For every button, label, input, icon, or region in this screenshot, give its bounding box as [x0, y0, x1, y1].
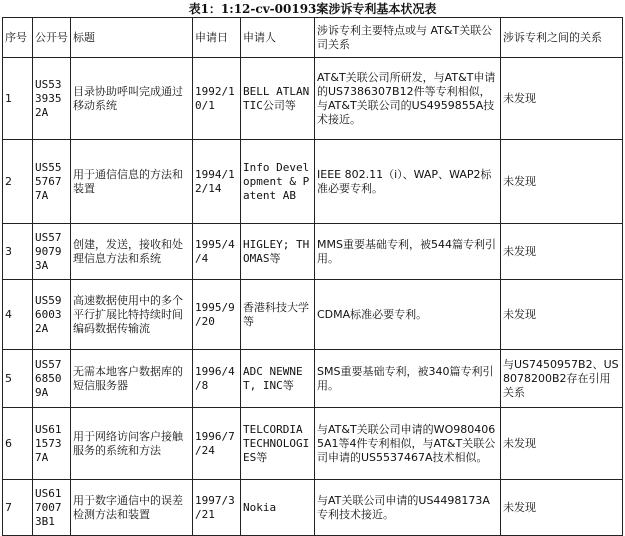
application-date-line: /20 [195, 314, 215, 328]
feature-cell: 与AT&T关联公司申请的WO9804065A1等4件专利相似，与AT&T关联公司申请的US5537467A技术相似。 [315, 408, 501, 480]
title-cell: 用于数字通信中的误差检测方法和装置 [71, 480, 193, 536]
application-date-line: 2/14 [195, 181, 222, 195]
application-date-cell [193, 480, 241, 536]
table-header-row [3, 18, 623, 58]
publication-number-cell [33, 480, 71, 536]
publication-number-line: US59 [35, 293, 62, 307]
publication-number-line: US53 [35, 77, 62, 91]
applicant-cell: Nokia [241, 480, 315, 536]
header-cell: 涉诉专利主要特点或与 AT&T关联公司关系 [315, 18, 501, 58]
title-cell: 创建，发送，接收和处理信息方法和系统 [71, 224, 193, 280]
application-date-cell [193, 408, 241, 480]
relation-cell: 与US7450957B2、US8078200B2存在引用关系 [501, 350, 623, 408]
relation-cell: 未发现 [501, 280, 623, 350]
publication-number-line: US55 [35, 160, 62, 174]
application-date-line: /8 [195, 378, 209, 392]
application-date-line: /4 [195, 251, 209, 265]
feature-cell: CDMA标准必要专利。 [315, 280, 501, 350]
publication-number-cell [33, 58, 71, 140]
feature-cell: IEEE 802.11（i）、WAP、WAP2标准必要专利。 [315, 140, 501, 224]
header-cell: 公开号 [33, 18, 71, 58]
publication-number-cell [33, 140, 71, 224]
applicant-cell: BELL ATLANTIC公司等 [241, 58, 315, 140]
row-number-cell: 3 [3, 224, 33, 280]
application-date-line: 1992/1 [195, 84, 235, 98]
publication-number-line: 3A [35, 258, 49, 272]
publication-number-line: 7007 [35, 500, 62, 514]
publication-number-line: US61 [35, 486, 62, 500]
application-date-line: /21 [195, 507, 215, 521]
publication-number-cell [33, 350, 71, 408]
table-row [3, 140, 623, 224]
feature-cell: MMS重要基础专利，被544篇专利引用。 [315, 224, 501, 280]
row-number-cell: 6 [3, 408, 33, 480]
table-row [3, 350, 623, 408]
header-cell: 涉诉专利之间的关系 [501, 18, 623, 58]
publication-number-line: 6850 [35, 371, 62, 385]
application-date-line: 1995/4 [195, 237, 235, 251]
title-cell: 用于通信信息的方法和装置 [71, 140, 193, 224]
table-row [3, 408, 623, 480]
application-date-line: /24 [195, 443, 215, 457]
title-cell: 无需本地客户数据库的短信服务器 [71, 350, 193, 408]
relation-cell: 未发现 [501, 140, 623, 224]
feature-cell: AT&T关联公司所研发，与AT&T申请的US7386307B12件等专利相似，与AT&T关联公司的US4959855A技术接近。 [315, 58, 501, 140]
feature-cell: 与AT关联公司申请的US4498173A专利技术接近。 [315, 480, 501, 536]
applicant-cell: ADC NEWNET, INC等 [241, 350, 315, 408]
header-cell: 申请人 [241, 18, 315, 58]
application-date-cell [193, 224, 241, 280]
application-date-cell [193, 140, 241, 224]
publication-number-line: 2A [35, 105, 49, 119]
application-date-line: 1995/9 [195, 300, 235, 314]
application-date-line: 0/1 [195, 98, 215, 112]
application-date-cell [193, 350, 241, 408]
publication-number-line: 5767 [35, 174, 62, 188]
title-cell: 高速数据使用中的多个平行扩展比特持续时间编码数据传输流 [71, 280, 193, 350]
relation-cell: 未发现 [501, 480, 623, 536]
publication-number-line: US57 [35, 230, 62, 244]
publication-number-line: 7A [35, 450, 49, 464]
publication-number-cell [33, 224, 71, 280]
application-date-line: 1996/4 [195, 364, 235, 378]
table-row [3, 58, 623, 140]
relation-cell: 未发现 [501, 408, 623, 480]
application-date-cell [193, 58, 241, 140]
publication-number-line: US61 [35, 422, 62, 436]
table-caption: 表1：1:12-cv-00193案涉诉专利基本状况表 [188, 2, 437, 16]
publication-number-line: 7A [35, 188, 49, 202]
header-cell: 标题 [71, 18, 193, 58]
application-date-line: 1997/3 [195, 493, 235, 507]
header-cell: 序号 [3, 18, 33, 58]
relation-cell: 未发现 [501, 224, 623, 280]
publication-number-line: 9079 [35, 244, 62, 258]
row-number-cell: 4 [3, 280, 33, 350]
publication-number-line: 3935 [35, 91, 62, 105]
publication-number-line: US57 [35, 357, 62, 371]
patent-table [2, 17, 623, 536]
publication-number-line: 3B1 [35, 514, 55, 528]
publication-number-line: 9A [35, 385, 49, 399]
table-row [3, 280, 623, 350]
publication-number-line: 2A [35, 321, 49, 335]
publication-number-line: 6003 [35, 307, 62, 321]
applicant-cell: 香港科技大学等 [241, 280, 315, 350]
table-row [3, 480, 623, 536]
applicant-cell: HIGLEY; THOMAS等 [241, 224, 315, 280]
publication-number-cell [33, 408, 71, 480]
relation-cell: 未发现 [501, 58, 623, 140]
header-cell: 申请日 [193, 18, 241, 58]
application-date-line: 1996/7 [195, 429, 235, 443]
title-cell: 目录协助呼叫完成通过移动系统 [71, 58, 193, 140]
title-cell: 用于网络访问客户接触服务的系统和方法 [71, 408, 193, 480]
publication-number-cell [33, 280, 71, 350]
row-number-cell: 5 [3, 350, 33, 408]
row-number-cell: 1 [3, 58, 33, 140]
row-number-cell: 7 [3, 480, 33, 536]
applicant-cell: TELCORDIA TECHNOLOGIES等 [241, 408, 315, 480]
table-row [3, 224, 623, 280]
feature-cell: SMS重要基础专利，被340篇专利引用。 [315, 350, 501, 408]
publication-number-line: 1573 [35, 436, 62, 450]
application-date-cell [193, 280, 241, 350]
applicant-cell: Info Development & Patent AB [241, 140, 315, 224]
row-number-cell: 2 [3, 140, 33, 224]
application-date-line: 1994/1 [195, 167, 235, 181]
